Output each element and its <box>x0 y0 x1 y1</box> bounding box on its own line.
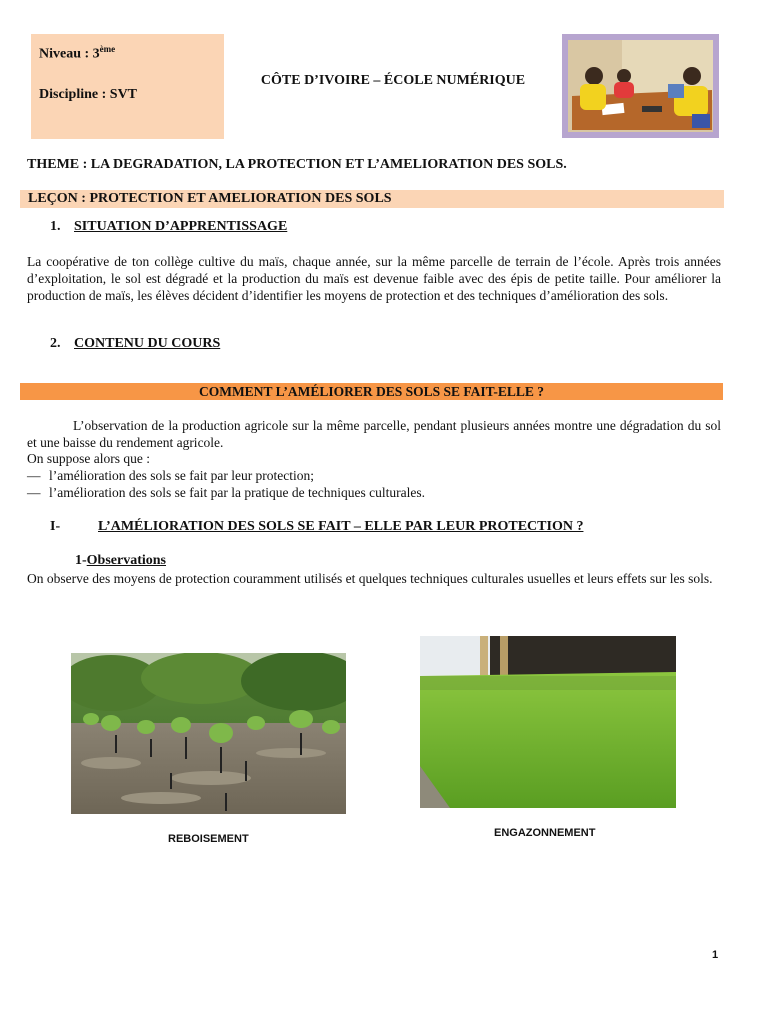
lawn-grass-photo <box>420 636 676 808</box>
observations-paragraph: On observe des moyens de protection couramment utilisés et quelques techniques culturales usuelles et leurs effets sur les sols. <box>27 571 713 586</box>
question-text: COMMENT L’AMÉLIORER DES SOLS SE FAIT-ELLE ? <box>198 384 545 399</box>
situation-paragraph: La coopérative de ton collège cultive du maïs, chaque année, sur la même parcelle de terrain de l’école. Après trois années d’exploitation, le sol est dégradé et la production du maïs est devenue faible avec des épis de petite taille. Pour améliorer la production de maïs, les élèves décident d’identifier les moyens de protection et des techniques d’amélioration des sols. <box>27 254 721 303</box>
niveau-label: Niveau : 3ème <box>39 44 116 62</box>
observations-heading: 1-Observations <box>75 553 167 568</box>
discipline-label: Discipline : SVT <box>39 87 138 102</box>
image-caption: ENGAZONNEMENT <box>494 827 596 839</box>
lesson-bar <box>20 190 724 208</box>
theme-heading: THEME : LA DEGRADATION, LA PROTECTION ET L’AMELIORATION DES SOLS. <box>27 157 567 172</box>
children-studying-illustration <box>562 34 719 138</box>
school-title: CÔTE D’IVOIRE – ÉCOLE NUMÉRIQUE <box>260 73 526 88</box>
part1-heading: I- L’AMÉLIORATION DES SOLS SE FAIT – ELLE PAR LEUR PROTECTION ? <box>50 519 584 534</box>
page-number: 1 <box>712 949 719 961</box>
suppose-line: On suppose alors que : <box>27 451 150 466</box>
image-caption: REBOISEMENT <box>168 833 249 845</box>
section-situation-heading: 1. SITUATION D’APPRENTISSAGE <box>50 219 288 234</box>
question-bar <box>20 383 723 400</box>
lesson-title: LEÇON : PROTECTION ET AMELIORATION DES SOLS <box>28 191 392 206</box>
observation-paragraph: L’observation de la production agricole sur la même parcelle, pendant plusieurs années montre une dégradation du sol et une baisse du rendement agricole. <box>27 418 721 450</box>
bullet-item: — l’amélioration des sols se fait par leur protection; <box>27 468 315 483</box>
header-info-box <box>31 34 224 139</box>
section-contenu-heading: 2. CONTENU DU COURS <box>50 336 221 351</box>
bullet-item: — l’amélioration des sols se fait par la pratique de techniques culturales. <box>27 485 425 500</box>
reforestation-photo <box>71 653 346 814</box>
